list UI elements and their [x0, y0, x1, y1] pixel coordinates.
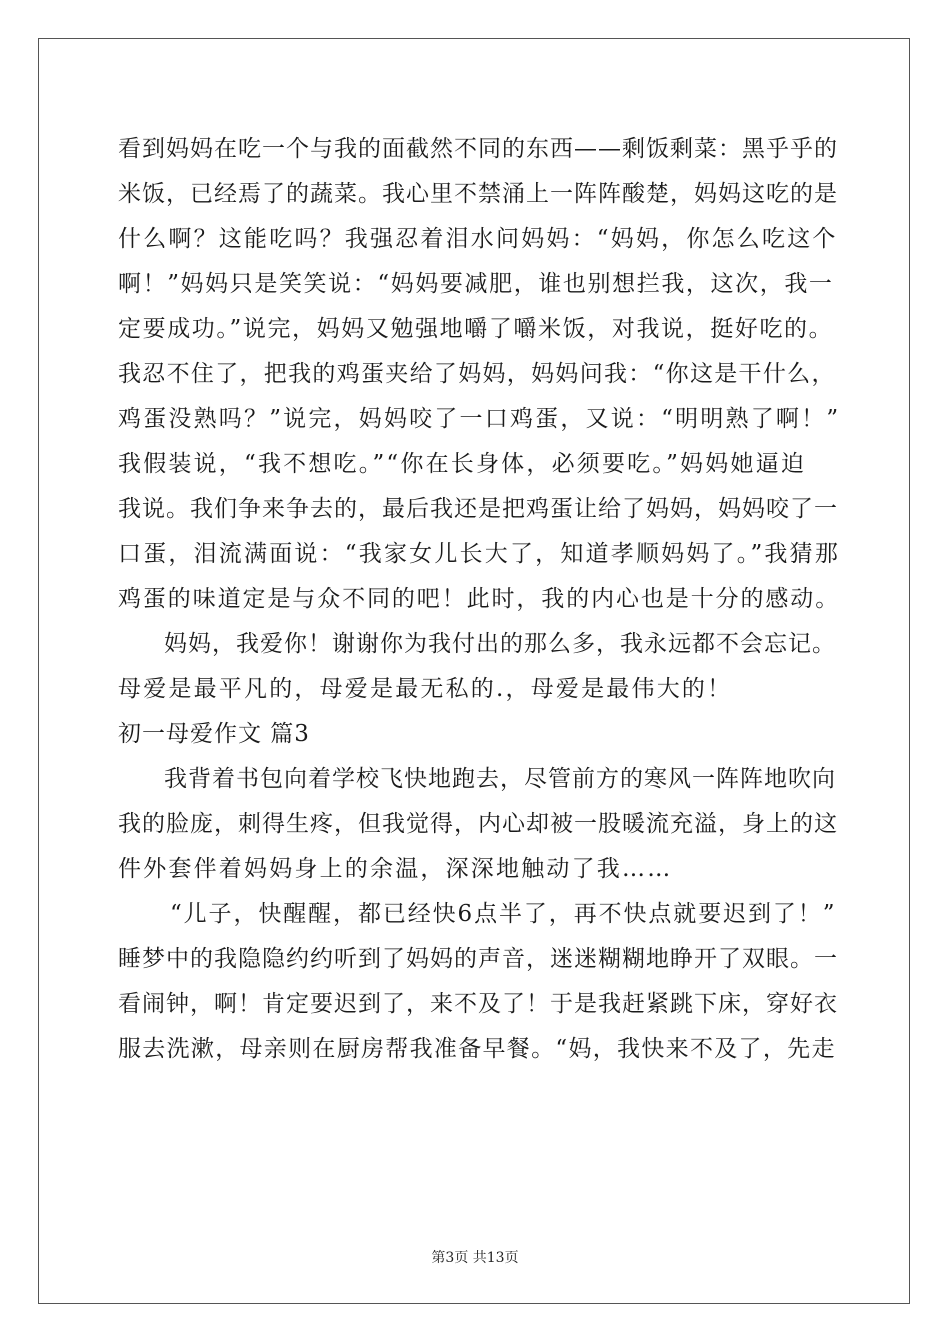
- text-line: 鸡蛋没熟吗？”说完，妈妈咬了一口鸡蛋，又说：“明明熟了啊！”: [118, 406, 841, 432]
- text-line: 我忍不住了，把我的鸡蛋夹给了妈妈，妈妈问我：“你这是干什么，: [118, 361, 836, 387]
- text-line: 看闹钟，啊！肯定要迟到了，来不及了！于是我赶紧跳下床，穿好衣: [118, 991, 838, 1017]
- document-body: [118, 127, 841, 1072]
- text-line: 定要成功。”说完，妈妈又勉强地嚼了嚼米饭，对我说，挺好吃的。: [118, 316, 834, 342]
- text-line: 鸡蛋的味道定是与众不同的吧！此时，我的内心也是十分的感动。: [118, 586, 841, 612]
- text-line: 睡梦中的我隐隐约约听到了妈妈的声音，迷迷糊糊地睁开了双眼。一: [118, 946, 838, 972]
- section-heading: 初一母爱作文 篇3: [118, 721, 310, 747]
- text-line: 什么啊？这能吃吗？我强忍着泪水问妈妈：“妈妈，你怎么吃这个: [118, 226, 838, 252]
- text-line: 我的脸庞，刺得生疼，但我觉得，内心却被一股暖流充溢，身上的这: [118, 811, 838, 837]
- text-line: 服去洗漱，母亲则在厨房帮我准备早餐。“妈，我快来不及了，先走: [118, 1036, 836, 1062]
- text-line: 米饭，已经焉了的蔬菜。我心里不禁涌上一阵阵酸楚，妈妈这吃的是: [118, 181, 838, 207]
- text-line: 看到妈妈在吃一个与我的面截然不同的东西——剩饭剩菜：黑乎乎的: [118, 136, 838, 162]
- text-line: “儿子，快醒醒，都已经快6点半了，再不快点就要迟到了！”: [170, 901, 837, 927]
- text-line: 我说。我们争来争去的，最后我还是把鸡蛋让给了妈妈，妈妈咬了一: [118, 496, 838, 522]
- text-line: 啊！”妈妈只是笑笑说：“妈妈要减肥，谁也别想拦我，这次，我一: [118, 271, 834, 297]
- text-line: 妈妈，我爱你！谢谢你为我付出的那么多，我永远都不会忘记。: [164, 631, 836, 657]
- text-line: 我假装说，“我不想吃。”“你在长身体，必须要吃。”妈妈她逼迫: [118, 451, 807, 477]
- text-line: 口蛋，泪流满面说：“我家女儿长大了，知道孝顺妈妈了。”我猜那: [118, 541, 841, 567]
- page-footer: 第3页 共13页: [431, 1250, 519, 1266]
- text-line: 我背着书包向着学校飞快地跑去，尽管前方的寒风一阵阵地吹向: [164, 766, 836, 792]
- text-line: 母爱是最平凡的，母爱是最无私的.，母爱是最伟大的！: [118, 676, 733, 702]
- text-line: 件外套伴着妈妈身上的余温，深深地触动了我……: [118, 856, 673, 882]
